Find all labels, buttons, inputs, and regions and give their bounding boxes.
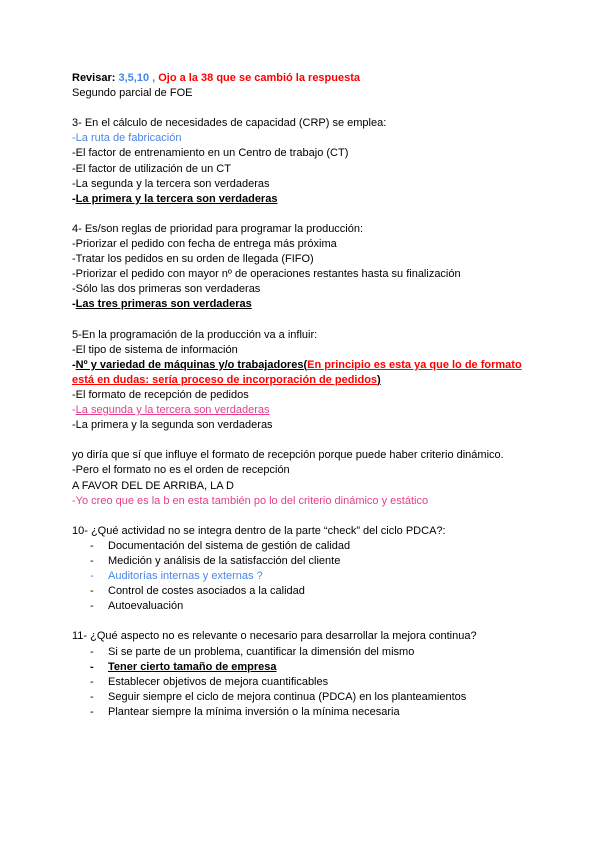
q11-option-5: - Plantear siempre la mínima inversión o la mínima necesaria <box>90 705 560 720</box>
q5-option-2-text: Nº y variedad de máquinas y/o trabajadores <box>75 358 304 371</box>
q5-option-2 <box>72 358 532 388</box>
q3-question: 3- En el cálculo de necesidades de capacidad (CRP) se emplea: <box>72 117 387 130</box>
q10-option-2: - Medición y análisis de la satisfacción del cliente <box>90 554 560 569</box>
comment-2: -Pero el formato no es el orden de recepción <box>72 464 290 477</box>
q11-options <box>72 645 560 720</box>
q3-option-3: -El factor de utilización de un CT <box>72 162 231 175</box>
q4-option-2: -Tratar los pedidos en su orden de llegada (FIFO) <box>72 253 314 266</box>
q3-option-4: -La segunda y la tercera son verdaderas <box>72 177 270 190</box>
q10-option-3: - Auditorías internas y externas ? <box>90 569 560 584</box>
q5-option-4-text: La segunda y la tercera son verdaderas <box>75 404 270 417</box>
q5-option-2-open: ( <box>303 358 308 371</box>
q10-option-1: - Documentación del sistema de gestión de calidad <box>90 539 560 554</box>
q3-option-2: -El factor de entrenamiento en un Centro de trabajo (CT) <box>72 147 349 160</box>
q11-option-1: - Si se parte de un problema, cuantificar la dimensión del mismo <box>90 645 560 660</box>
q5-option-3: -El formato de recepción de pedidos <box>72 388 249 401</box>
q3-answer-text: La primera y la tercera son verdaderas <box>75 192 278 205</box>
q10-option-5: - Autoevaluación <box>90 599 560 614</box>
q4-option-3: -Priorizar el pedido con mayor nº de operaciones restantes hasta su finalización <box>72 268 461 281</box>
comment-3: A FAVOR DEL DE ARRIBA, LA D <box>72 479 235 492</box>
comment-4: -Yo creo que es la b en esta también po lo del criterio dinámico y estático <box>72 494 429 507</box>
q3-option-1: -La ruta de fabricación <box>72 132 182 145</box>
q11-option-4: - Seguir siempre el ciclo de mejora continua (PDCA) en los planteamientos <box>90 690 560 705</box>
q11-option-2: - Tener cierto tamaño de empresa <box>90 660 560 675</box>
q4-answer <box>72 297 560 312</box>
revisar-line <box>72 71 560 86</box>
q5-option-4 <box>72 403 560 418</box>
q4-question: 4- Es/son reglas de prioridad para programar la producción: <box>72 222 364 235</box>
q4-option-4: -Sólo las dos primeras son verdaderas <box>72 283 261 296</box>
revisar-numbers: 3,5,10 , <box>118 72 156 84</box>
q4-answer-prefix: - <box>72 298 76 311</box>
q3-answer-prefix: - <box>72 192 76 205</box>
revisar-note: Ojo a la 38 que se cambió la respuesta <box>158 72 361 84</box>
q10-options <box>72 539 560 614</box>
q5-option-4-prefix: - <box>72 404 76 417</box>
q5-option-5: -La primera y la segunda son verdaderas <box>72 419 273 432</box>
q10-question: 10- ¿Qué actividad no se integra dentro de la parte “check” del ciclo PDCA?: <box>72 524 446 537</box>
q5-option-1: -El tipo de sistema de información <box>72 343 238 356</box>
q11-option-3: - Establecer objetivos de mejora cuantificables <box>90 675 560 690</box>
q5-option-2-prefix: - <box>72 358 76 371</box>
q4-answer-text: Las tres primeras son verdaderas <box>75 298 252 311</box>
q5-question: 5-En la programación de la producción va a influir: <box>72 328 318 341</box>
revisar-label: Revisar: <box>72 72 116 84</box>
q3-answer <box>72 192 560 207</box>
q5-option-2-note: En principio es esta ya que lo de formato está en dudas: sería proceso de incorporación de pedidos <box>72 358 522 386</box>
q4-option-1: -Priorizar el pedido con fecha de entrega más próxima <box>72 238 337 251</box>
q11-question: 11- ¿Qué aspecto no es relevante o necesario para desarrollar la mejora continua? <box>72 630 477 643</box>
comment-1: yo diría que sí que influye el formato de recepción porque puede haber criterio dinámico. <box>72 449 504 462</box>
q5-option-2-close: ) <box>377 373 381 386</box>
doc-subtitle: Segundo parcial de FOE <box>72 87 193 100</box>
q10-option-4: - Control de costes asociados a la calidad <box>90 584 560 599</box>
